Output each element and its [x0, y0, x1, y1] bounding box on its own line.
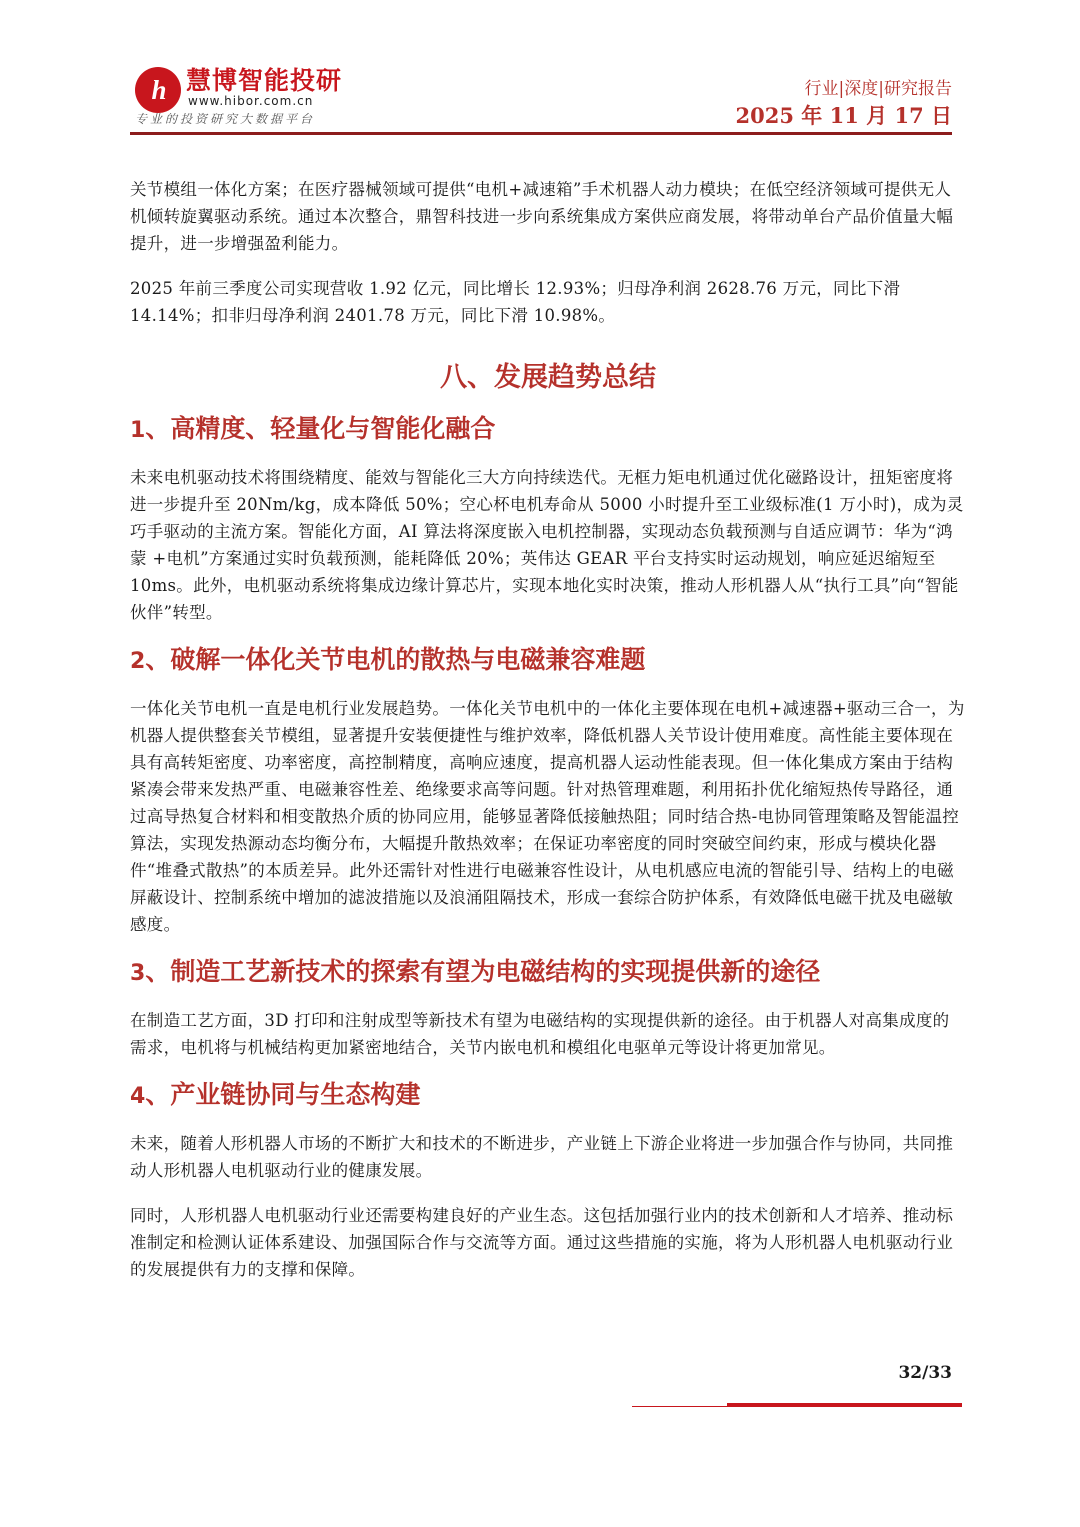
- section-title: 八、发展趋势总结: [440, 362, 656, 393]
- brand-name: 慧博智能投研: [186, 66, 343, 95]
- logo-mark-text: h: [151, 74, 165, 105]
- brand-slogan: 专业的投资研究大数据平台: [135, 112, 316, 126]
- header-divider: [130, 132, 952, 135]
- brand-url[interactable]: www.hibor.com.cn: [188, 94, 314, 108]
- subsection-2-title: 、破解一体化关节电机的散热与电磁兼容难题: [145, 645, 646, 674]
- intro-paragraph-1: 关节模组一体化方案；在医疗器械领域可提供“电机+减速箱”手术机器人动力模块；在低空经济领域可提供无人机倾转旋翼驱动系统。通过本次整合，鼎智科技进一步向系统集成方案供应商发展，将带动单台产品价值量大幅提升，进一步增强盈利能力。: [130, 180, 954, 253]
- subsection-1-title: 、高精度、轻量化与智能化融合: [145, 414, 496, 443]
- subsection-3-paragraph: 在制造工艺方面，3D 打印和注射成型等新技术有望为电磁结构的实现提供新的途径。由于机器人对高集成度的需求，电机将与机械结构更加紧密地结合，关节内嵌电机和模组化电驱单元等设计将更加常见。: [130, 1011, 950, 1057]
- subsection-3-number: 3: [130, 961, 146, 986]
- subsection-3-title: 、制造工艺新技术的探索有望为电磁结构的实现提供新的途径: [145, 957, 821, 986]
- footer-accent-bar: [727, 1403, 962, 1406]
- subsection-4-paragraph-1: 未来，随着人形机器人市场的不断扩大和技术的不断进步，产业链上下游企业将进一步加强合作与协同，共同推动人形机器人电机驱动行业的健康发展。: [130, 1134, 954, 1180]
- subsection-4-heading: [130, 1079, 966, 1113]
- report-type: 行业|深度|研究报告: [804, 79, 952, 99]
- subsection-4-paragraph-2: 同时，人形机器人电机驱动行业还需要构建良好的产业生态。这包括加强行业内的技术创新和人才培养、推动标准制定和检测认证体系建设、加强国际合作与交流等方面。通过这些措施的实施，将为人形机器人电机驱动行业的发展提供有力的支撑和保障。: [130, 1206, 954, 1279]
- page-number: 32/33: [898, 1363, 952, 1383]
- subsection-2-number: 2: [130, 649, 146, 674]
- document-body: [130, 176, 966, 1283]
- subsection-1-heading: [130, 413, 966, 447]
- subsection-1-paragraph: 未来电机驱动技术将围绕精度、能效与智能化三大方向持续迭代。无框力矩电机通过优化磁路设计，扭矩密度将进一步提升至 20Nm/kg，成本降低 50%；空心杯电机寿命从 5000 小时提升至工业级标准(1 万小时)，成为灵巧手驱动的主流方案。智能化方面，AI 算法将深度嵌入电机控制器，实现动态负载预测与自适应调节：华为“鸿蒙 +电机”方案通过实时负载预测，能耗降低 20%；英伟达 GEAR 平台支持实时运动规划，响应延迟缩短至 10ms。此外，电机驱动系统将集成边缘计算芯片，实现本地化实时决策，推动人形机器人从“执行工具”向“智能伙伴”转型。: [130, 468, 964, 622]
- subsection-2-paragraph: 一体化关节电机一直是电机行业发展趋势。一体化关节电机中的一体化主要体现在电机+减速器+驱动三合一，为机器人提供整套关节模组，显著提升安装便捷性与维护效率，降低机器人关节设计使用难度。高性能主要体现在具有高转矩密度、功率密度，高控制精度，高响应速度，提高机器人运动性能表现。但一体化集成方案由于结构紧凑会带来发热严重、电磁兼容性差、绝缘要求高等问题。针对热管理难题，利用拓扑优化缩短热传导路径，通过高导热复合材料和相变散热介质的协同应用，能够显著降低接触热阻；同时结合热-电协同管理策略及智能温控算法，实现发热源动态均衡分布，大幅提升散热效率；在保证功率密度的同时突破空间约束，形成与模块化器件“堆叠式散热”的本质差异。此外还需针对性进行电磁兼容性设计，从电机感应电流的智能引导、结构上的电磁屏蔽设计、控制系统中增加的滤波措施以及浪涌阻隔技术，形成一套综合防护体系，有效降低电磁干扰及电磁敏感度。: [130, 699, 965, 934]
- brand-logo-icon: [135, 67, 181, 113]
- footer-divider: [632, 1406, 962, 1407]
- subsection-2-heading: [130, 644, 966, 678]
- report-date: 2025 年 11 月 17 日: [735, 103, 952, 128]
- subsection-3-heading: [130, 956, 966, 990]
- intro-paragraph-2: 2025 年前三季度公司实现营收 1.92 亿元，同比增长 12.93%；归母净利润 2628.76 万元，同比下滑 14.14%；扣非归母净利润 2401.78 万元，同比下滑 10.98%。: [130, 279, 901, 325]
- subsection-4-number: 4: [130, 1084, 146, 1109]
- subsection-4-title: 、产业链协同与生态构建: [145, 1080, 421, 1109]
- subsection-1-number: 1: [130, 418, 146, 443]
